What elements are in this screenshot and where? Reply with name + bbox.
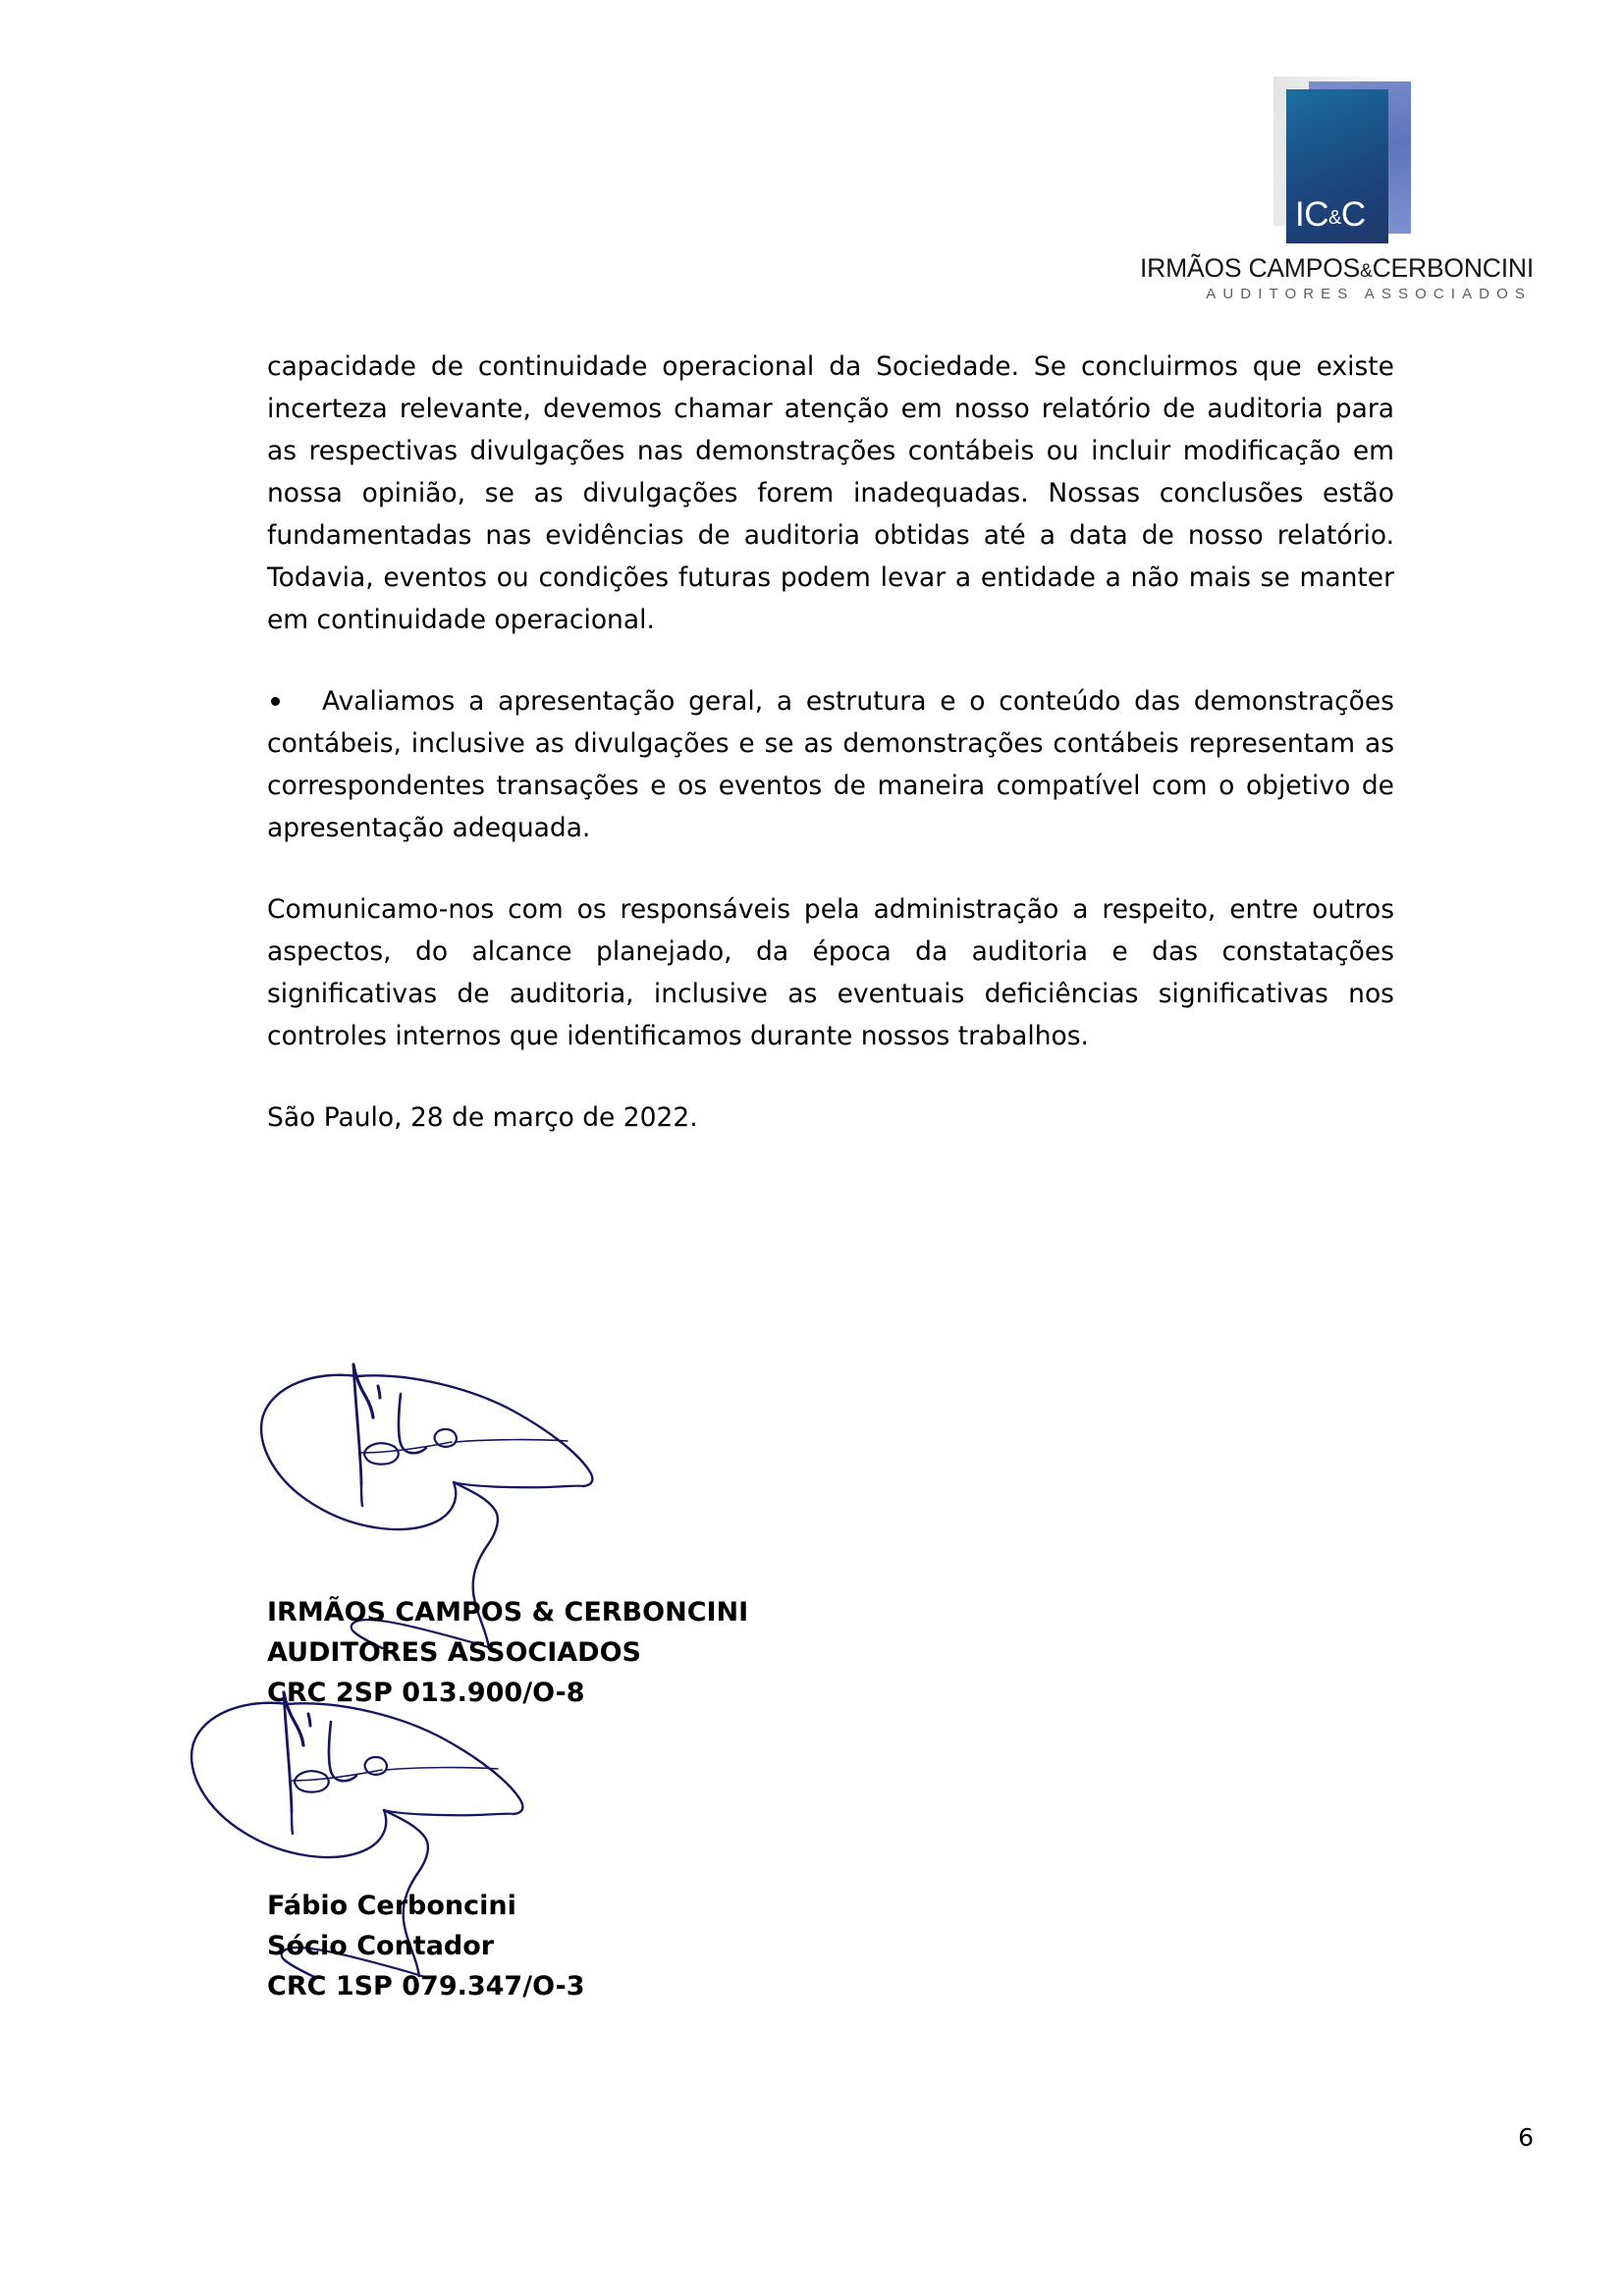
partner-crc-line: CRC 1SP 079.347/O-3 bbox=[267, 1971, 585, 2002]
signature-firm-text bbox=[267, 1592, 748, 1713]
logo-card-ampersand: & bbox=[1328, 207, 1341, 229]
letterhead bbox=[1121, 77, 1534, 312]
bullet-point-icon bbox=[271, 697, 280, 706]
partner-name-line: Fábio Cerboncini bbox=[267, 1891, 516, 1921]
signature-partner-text bbox=[267, 1886, 585, 2006]
document-body bbox=[267, 346, 1394, 1139]
logo-card-label bbox=[1295, 197, 1366, 232]
partner-role-line: Sócio Contador bbox=[267, 1931, 495, 1961]
logo-subwordmark: AUDITORES ASSOCIADOS bbox=[1206, 286, 1532, 302]
bullet-item-presentation bbox=[267, 680, 1394, 849]
bullet-paragraph-text: Avaliamos a apresentação geral, a estrutura e o conteúdo das demonstrações contábeis, inclusive as divulgações e se as demonstrações contábeis representam as correspondentes transações e os eventos de maneira compatível com o objetivo de apresentação adequada. bbox=[267, 686, 1394, 843]
firm-crc-line: CRC 2SP 013.900/O-8 bbox=[267, 1678, 585, 1708]
wordmark-right: CERBONCINI bbox=[1372, 253, 1534, 283]
logo-wordmark bbox=[1121, 253, 1534, 284]
date-line: São Paulo, 28 de março de 2022. bbox=[267, 1102, 698, 1133]
paragraph-continuity: capacidade de continuidade operacional da Sociedade. Se concluirmos que existe incerteza relevante, devemos chamar atenção em nosso relatório de auditoria para as respectivas divulgações nas demonstrações contábeis ou incluir modificação em nossa opinião, se as divulgações forem inadequadas. Nossas conclusões estão fundamentadas nas evidências de auditoria obtidas até a data de nosso relatório. Todavia, eventos ou condições futuras podem levar a entidade a não mais se manter em continuidade operacional. bbox=[267, 351, 1394, 635]
logo-card bbox=[1286, 89, 1388, 243]
paragraph-communication: Comunicamo-nos com os responsáveis pela administração a respeito, entre outros aspectos, do alcance planejado, da época da auditoria e das constatações significativas de auditoria, inclusive as eventuais deficiências significativas nos controles internos que identificamos durante nossos trabalhos. bbox=[267, 894, 1394, 1051]
firm-subtitle-line: AUDITORES ASSOCIADOS bbox=[267, 1637, 641, 1668]
logo-card-ic: IC bbox=[1295, 195, 1328, 234]
logo-card-c: C bbox=[1340, 195, 1366, 234]
wordmark-ampersand: & bbox=[1360, 261, 1373, 282]
firm-name-line: IRMÃOS CAMPOS & CERBONCINI bbox=[267, 1597, 749, 1628]
icc-logo-mark bbox=[1273, 77, 1421, 245]
page-number: 6 bbox=[1518, 2123, 1534, 2152]
wordmark-left: IRMÃOS CAMPOS bbox=[1139, 253, 1361, 283]
